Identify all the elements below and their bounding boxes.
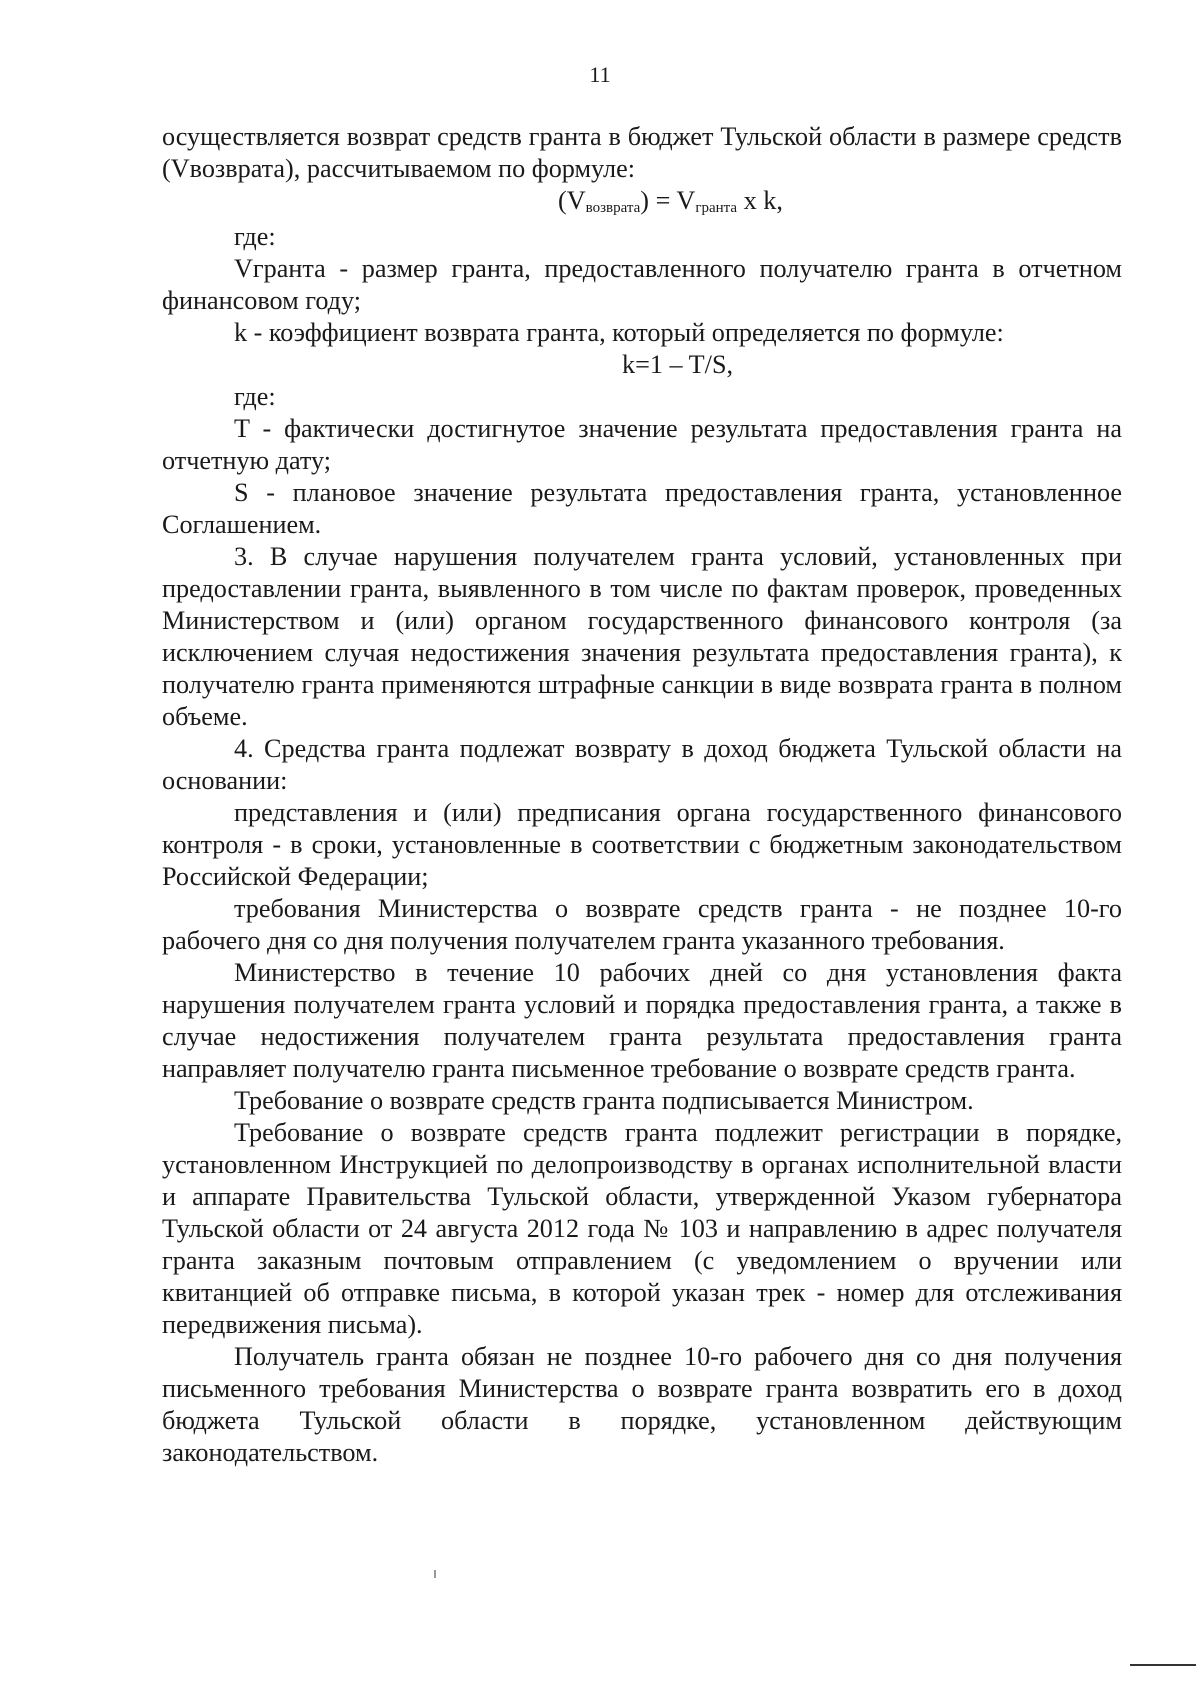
where-label: где:	[234, 382, 276, 411]
definition-t: T - фактически достигнутое значение результата предоставления гранта на отчетную дату;	[162, 414, 1122, 475]
paragraph-basis-requirement: требования Министерства о возврате средств гранта - не позднее 10-го рабочего дня со дня получения получателем гранта указанного требования.	[162, 894, 1122, 955]
definition-s: S - плановое значение результата предоставления гранта, установленное Соглашением.	[162, 478, 1122, 539]
paragraph-basis-representation: представления и (или) предписания органа государственного финансового контроля - в сроки, установленные в соответствии с бюджетным законодательством Российской Федерации;	[162, 798, 1122, 891]
formula-subscript: возврата	[585, 200, 641, 216]
paragraph-recipient-obligation: Получатель гранта обязан не позднее 10-го рабочего дня со дня получения письменного требования Министерства о возврате гранта возвратить его в доход бюджета Тульской области в порядке, установленном действующим законодательством.	[162, 1342, 1122, 1467]
formula-part: ) = V	[640, 186, 696, 215]
where-label: где:	[234, 222, 276, 251]
paragraph-signed-by-minister: Требование о возврате средств гранта подписывается Министром.	[234, 1086, 974, 1115]
scan-mark	[434, 1570, 436, 1578]
definition-v-grant: Vгранта - размер гранта, предоставленного получателю гранта в отчетном финансовом году;	[162, 254, 1122, 315]
formula-part: (V	[558, 186, 586, 215]
page-number: 11	[589, 62, 611, 87]
formula-return-amount	[162, 185, 1122, 221]
paragraph-item-4: 4. Средства гранта подлежат возврату в доход бюджета Тульской области на основании:	[162, 734, 1122, 795]
document-body	[162, 121, 1122, 1469]
formula-coefficient: k=1 – T/S,	[622, 350, 734, 379]
corner-line	[1130, 1664, 1196, 1666]
paragraph-ministry-notice: Министерство в течение 10 рабочих дней со дня установления факта нарушения получателем гранта условий и порядка предоставления гранта, а также в случае недостижения получателем гранта результата предоставления гранта направляет получателю гранта письменное требование о возврате средств гранта.	[162, 958, 1122, 1083]
definition-k: k - коэффициент возврата гранта, который определяется по формуле:	[234, 318, 1004, 347]
formula-subscript: гранта	[695, 200, 738, 216]
paragraph-return-intro: осуществляется возврат средств гранта в бюджет Тульской области в размере средств (Vвозврата), рассчитываемом по формуле:	[162, 122, 1122, 183]
paragraph-item-3: 3. В случае нарушения получателем гранта условий, установленных при предоставлении гранта, выявленного в том числе по фактам проверок, проведенных Министерством и (или) органом государственного финансового контроля (за исключением случая недостижения значения результата предоставления гранта), к получателю гранта применяются штрафные санкции в виде возврата гранта в полном объеме.	[162, 542, 1122, 731]
formula-part: x k,	[737, 186, 783, 215]
paragraph-registration: Требование о возврате средств гранта подлежит регистрации в порядке, установленном Инструкцией по делопроизводству в органах исполнительной власти и аппарате Правительства Тульской области, утвержденной Указом губернатора Тульской области от 24 августа 2012 года № 103 и направлению в адрес получателя гранта заказным почтовым отправлением (с уведомлением о вручении или квитанцией об отправке письма, в которой указан трек - номер для отслеживания передвижения письма).	[162, 1118, 1122, 1339]
